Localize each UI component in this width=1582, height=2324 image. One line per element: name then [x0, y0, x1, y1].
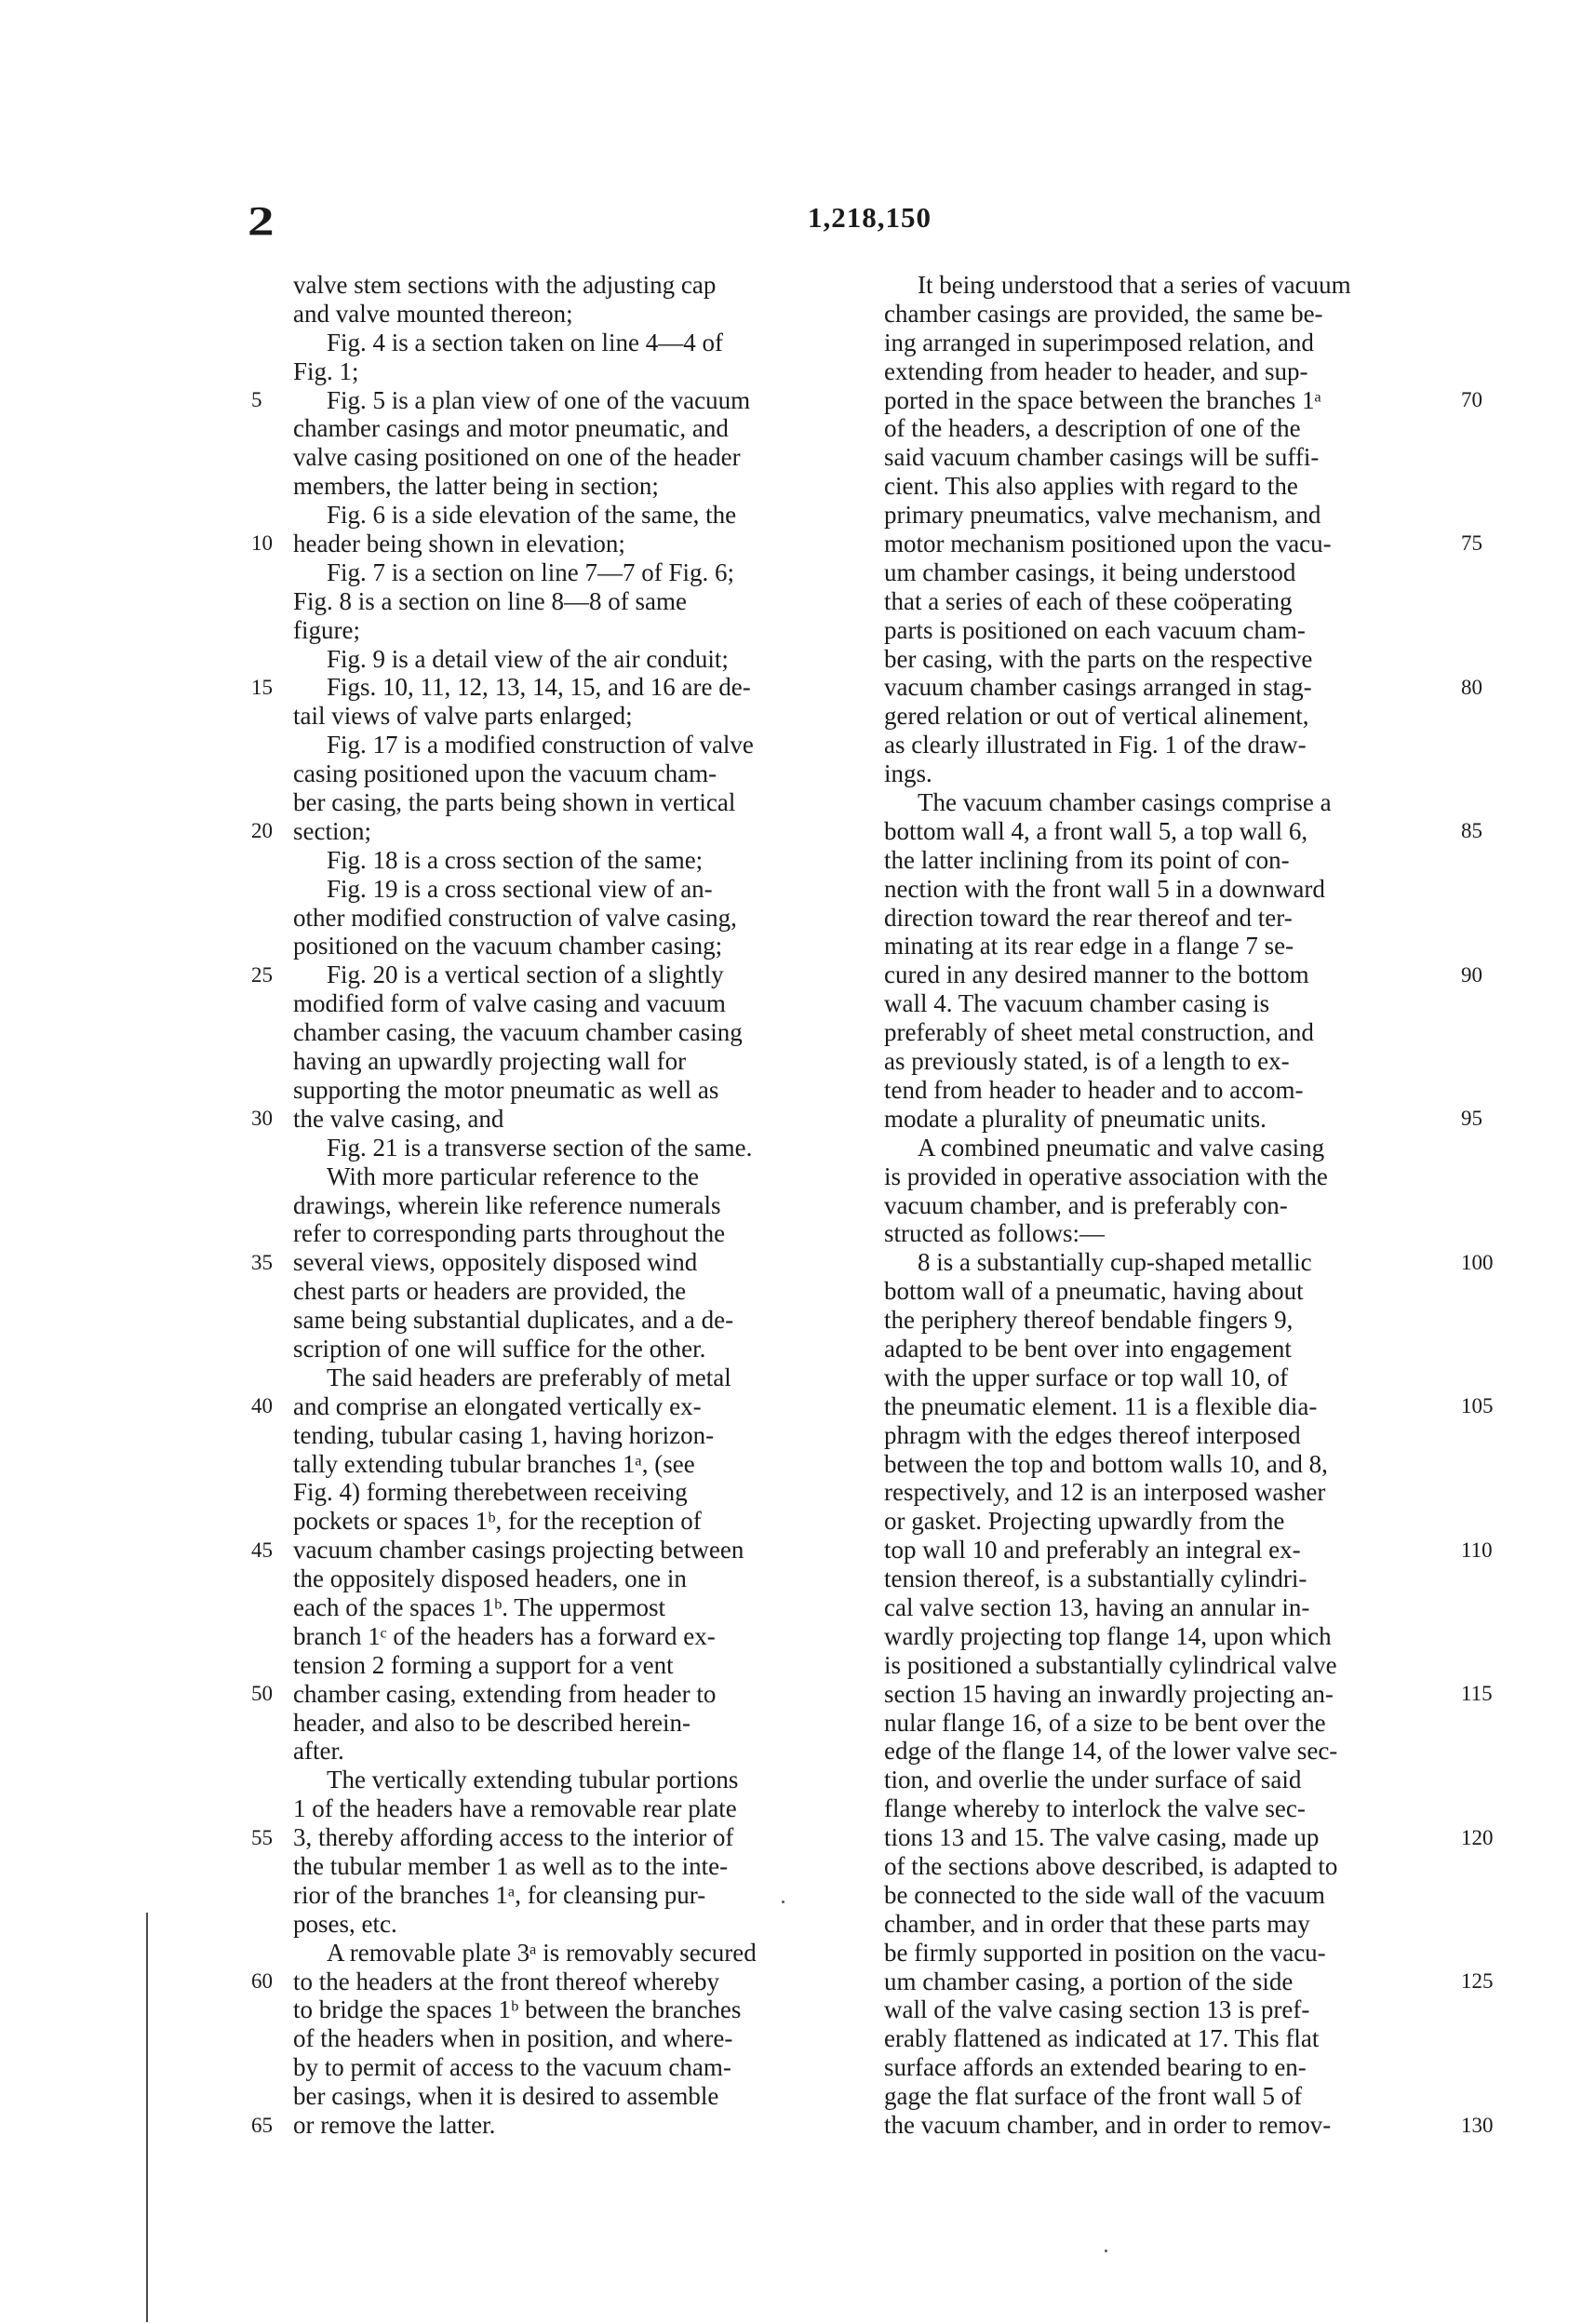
- text-line: the vacuum chamber, and in order to remov-: [884, 2111, 1332, 2139]
- text-line: other modified construction of valve casing,: [293, 903, 737, 932]
- text-line: Fig. 4 is a section taken on line 4—4 of: [327, 328, 723, 356]
- text-line: tend from header to header and to accom-: [884, 1075, 1304, 1104]
- text-line: to bridge the spaces 1ᵇ between the branches: [293, 1995, 742, 2024]
- text-line: rior of the branches 1ᵃ, for cleansing pur-: [293, 1880, 706, 1909]
- text-line: of the headers, a description of one of the: [884, 414, 1301, 443]
- text-line: chamber casing, the vacuum chamber casing: [293, 1018, 743, 1047]
- text-line: said vacuum chamber casings will be suffi-: [884, 443, 1320, 472]
- text-line: that a series of each of these coöperating: [884, 586, 1293, 615]
- text-line: respectively, and 12 is an interposed washer: [884, 1478, 1326, 1507]
- text-line: be connected to the side wall of the vacuum: [884, 1880, 1325, 1909]
- text-line: vacuum chamber, and is preferably con-: [884, 1190, 1288, 1219]
- text-line: header being shown in elevation;: [293, 530, 625, 558]
- text-line: wardly projecting top flange 14, upon which: [884, 1621, 1332, 1650]
- text-line: section 15 having an inwardly projecting an-: [884, 1679, 1334, 1708]
- text-line: cient. This also applies with regard to the: [884, 472, 1298, 501]
- text-line: section;: [293, 816, 371, 845]
- text-line: branch 1ᶜ of the headers has a forward ex-: [293, 1621, 716, 1650]
- margin-line-number: 30: [251, 1107, 273, 1131]
- scan-speck: [782, 1901, 784, 1903]
- text-line: ing arranged in superimposed relation, and: [884, 328, 1314, 356]
- text-line: the latter inclining from its point of con-: [884, 845, 1290, 874]
- text-line: Fig. 19 is a cross sectional view of an-: [327, 874, 713, 903]
- text-line: casing positioned upon the vacuum cham-: [293, 759, 717, 788]
- text-line: pockets or spaces 1ᵇ, for the reception of: [293, 1507, 702, 1536]
- text-line: same being substantial duplicates, and a de-: [293, 1306, 734, 1335]
- text-line: or remove the latter.: [293, 2111, 496, 2139]
- text-line: ings.: [884, 759, 932, 788]
- margin-line-number: 25: [251, 962, 273, 987]
- margin-line-number: 40: [251, 1394, 273, 1418]
- text-line: with the upper surface or top wall 10, of: [884, 1363, 1289, 1391]
- text-line: structed as follows:—: [884, 1219, 1105, 1248]
- margin-line-number: 20: [251, 819, 273, 843]
- margin-line-number: 15: [251, 675, 273, 699]
- margin-line-number: 120: [1461, 1825, 1494, 1849]
- text-line: cal valve section 13, having an annular in-: [884, 1592, 1310, 1621]
- text-line: supporting the motor pneumatic as well as: [293, 1075, 719, 1104]
- text-line: scription of one will suffice for the other.: [293, 1334, 706, 1363]
- text-line: the oppositely disposed headers, one in: [293, 1565, 687, 1593]
- text-line: valve stem sections with the adjusting cap: [293, 271, 717, 299]
- margin-line-number: 85: [1461, 819, 1482, 843]
- text-line: tion, and overlie the under surface of said: [884, 1766, 1302, 1794]
- text-line: surface affords an extended bearing to en-: [884, 2053, 1307, 2082]
- text-line: The said headers are preferably of metal: [327, 1363, 731, 1391]
- text-line: Fig. 20 is a vertical section of a slightly: [327, 960, 724, 989]
- text-line: bottom wall 4, a front wall 5, a top wall 6,: [884, 816, 1308, 845]
- text-line: ber casing, with the parts on the respective: [884, 644, 1313, 673]
- text-line: Fig. 9 is a detail view of the air conduit;: [327, 644, 729, 673]
- margin-line-number: 70: [1461, 387, 1482, 411]
- text-line: Fig. 7 is a section on line 7—7 of Fig. 6;: [327, 557, 734, 586]
- text-line: Fig. 17 is a modified construction of valve: [327, 731, 754, 759]
- margin-line-number: 45: [251, 1538, 273, 1562]
- text-line: tending, tubular casing 1, having horizon-: [293, 1420, 715, 1449]
- margin-line-number: 95: [1461, 1107, 1482, 1131]
- text-line: primary pneumatics, valve mechanism, and: [884, 501, 1321, 530]
- text-line: or gasket. Projecting upwardly from the: [884, 1507, 1285, 1536]
- scan-speck: [1105, 2250, 1107, 2252]
- text-line: With more particular reference to the: [327, 1162, 699, 1190]
- text-line: after.: [293, 1737, 344, 1766]
- text-line: um chamber casings, it being understood: [884, 557, 1296, 586]
- text-line: tally extending tubular branches 1ᵃ, (see: [293, 1449, 695, 1478]
- page-number: 2: [248, 198, 272, 244]
- text-line: several views, oppositely disposed wind: [293, 1248, 698, 1277]
- text-line: refer to corresponding parts throughout the: [293, 1219, 726, 1248]
- margin-line-number: 60: [251, 1969, 273, 1994]
- text-line: 1 of the headers have a removable rear plate: [293, 1794, 737, 1823]
- margin-line-number: 100: [1461, 1250, 1494, 1274]
- text-line: chest parts or headers are provided, the: [293, 1277, 687, 1306]
- text-line: is provided in operative association with the: [884, 1162, 1328, 1190]
- text-line: Fig. 6 is a side elevation of the same, the: [327, 501, 737, 530]
- text-line: The vacuum chamber casings comprise a: [918, 788, 1332, 817]
- text-line: parts is positioned on each vacuum cham-: [884, 615, 1306, 644]
- margin-line-number: 110: [1461, 1538, 1493, 1562]
- text-line: edge of the flange 14, of the lower valve sec-: [884, 1737, 1338, 1766]
- text-line: chamber casings and motor pneumatic, and: [293, 414, 729, 443]
- text-line: Fig. 1;: [293, 356, 359, 385]
- margin-line-number: 35: [251, 1250, 273, 1274]
- text-line: wall of the valve casing section 13 is pref-: [884, 1995, 1310, 2024]
- text-line: wall 4. The vacuum chamber casing is: [884, 989, 1270, 1018]
- left-text-column: [293, 271, 868, 2140]
- text-line: Fig. 18 is a cross section of the same;: [327, 845, 704, 874]
- text-line: members, the latter being in section;: [293, 472, 659, 501]
- text-line: modified form of valve casing and vacuum: [293, 989, 726, 1018]
- text-line: Fig. 21 is a transverse section of the same.: [327, 1133, 753, 1162]
- text-line: phragm with the edges thereof interposed: [884, 1420, 1301, 1449]
- text-line: Fig. 5 is a plan view of one of the vacuum: [327, 385, 751, 414]
- text-line: the valve casing, and: [293, 1104, 504, 1133]
- text-line: ber casing, the parts being shown in vertical: [293, 788, 736, 817]
- text-line: having an upwardly projecting wall for: [293, 1047, 687, 1076]
- text-line: positioned on the vacuum chamber casing;: [293, 932, 723, 960]
- margin-line-number: 10: [251, 531, 273, 556]
- text-line: between the top and bottom walls 10, and 8,: [884, 1449, 1328, 1478]
- text-line: motor mechanism positioned upon the vacu-: [884, 530, 1332, 558]
- text-line: Fig. 4) forming therebetween receiving: [293, 1478, 688, 1507]
- text-line: flange whereby to interlock the valve sec-: [884, 1794, 1306, 1823]
- text-line: the pneumatic element. 11 is a flexible dia-: [884, 1391, 1318, 1420]
- text-line: nection with the front wall 5 in a downward: [884, 874, 1325, 903]
- text-line: preferably of sheet metal construction, and: [884, 1018, 1314, 1047]
- text-line: header, and also to be described herein-: [293, 1708, 690, 1737]
- text-line: tions 13 and 15. The valve casing, made up: [884, 1823, 1320, 1852]
- text-line: poses, etc.: [293, 1909, 397, 1938]
- text-line: gage the flat surface of the front wall 5 of: [884, 2082, 1303, 2111]
- text-line: erably flattened as indicated at 17. This flat: [884, 2024, 1320, 2053]
- text-line: 8 is a substantially cup-shaped metallic: [918, 1248, 1312, 1277]
- text-line: chamber casing, extending from header to: [293, 1679, 717, 1708]
- text-line: of the sections above described, is adapted to: [884, 1851, 1338, 1880]
- text-line: of the headers when in position, and where-: [293, 2024, 733, 2053]
- text-line: tail views of valve parts enlarged;: [293, 702, 633, 731]
- text-line: The vertically extending tubular portions: [327, 1766, 739, 1794]
- text-line: drawings, wherein like reference numerals: [293, 1190, 721, 1219]
- text-line: the periphery thereof bendable fingers 9,: [884, 1306, 1294, 1335]
- text-line: bottom wall of a pneumatic, having about: [884, 1277, 1304, 1306]
- margin-line-number: 55: [251, 1825, 273, 1849]
- margin-line-number: 105: [1461, 1394, 1494, 1418]
- text-line: and valve mounted thereon;: [293, 299, 573, 328]
- text-line: each of the spaces 1ᵇ. The uppermost: [293, 1592, 665, 1621]
- margin-line-number: 65: [251, 2113, 273, 2137]
- margin-line-number: 75: [1461, 531, 1482, 556]
- text-line: ported in the space between the branches 1ᵃ: [884, 385, 1321, 414]
- text-line: ber casings, when it is desired to assemble: [293, 2082, 719, 2111]
- text-line: top wall 10 and preferably an integral ex-: [884, 1536, 1301, 1565]
- text-line: be firmly supported in position on the vacu-: [884, 1938, 1326, 1967]
- text-line: tension 2 forming a support for a vent: [293, 1650, 674, 1679]
- text-line: as previously stated, is of a length to ex-: [884, 1047, 1290, 1076]
- margin-line-number: 80: [1461, 675, 1482, 699]
- text-line: chamber, and in order that these parts may: [884, 1909, 1310, 1938]
- margin-line-number: 90: [1461, 962, 1482, 987]
- text-line: tension thereof, is a substantially cylindri-: [884, 1565, 1307, 1593]
- text-line: Fig. 8 is a section on line 8—8 of same: [293, 586, 687, 615]
- text-line: um chamber casing, a portion of the side: [884, 1967, 1294, 1995]
- scan-edge-line: [146, 1913, 148, 2322]
- text-line: direction toward the rear thereof and ter-: [884, 903, 1293, 932]
- margin-line-number: 115: [1461, 1682, 1493, 1706]
- text-line: the tubular member 1 as well as to the inte-: [293, 1851, 729, 1880]
- text-line: Figs. 10, 11, 12, 13, 14, 15, and 16 are de-: [327, 673, 751, 702]
- text-line: by to permit of access to the vacuum cham-: [293, 2053, 731, 2082]
- margin-line-number: 50: [251, 1682, 273, 1706]
- text-line: A combined pneumatic and valve casing: [918, 1133, 1325, 1162]
- text-line: vacuum chamber casings projecting between: [293, 1536, 744, 1565]
- patent-number: 1,218,150: [808, 201, 932, 234]
- text-line: as clearly illustrated in Fig. 1 of the draw-: [884, 731, 1307, 759]
- text-line: It being understood that a series of vacuum: [918, 271, 1351, 299]
- margin-line-number: 125: [1461, 1969, 1494, 1994]
- text-line: vacuum chamber casings arranged in stag-: [884, 673, 1312, 702]
- margin-line-number: 5: [251, 387, 262, 411]
- text-line: extending from header to header, and sup-: [884, 356, 1308, 385]
- text-line: is positioned a substantially cylindrical valve: [884, 1650, 1337, 1679]
- margin-line-number: 130: [1461, 2113, 1494, 2137]
- text-line: cured in any desired manner to the bottom: [884, 960, 1309, 989]
- text-line: minating at its rear edge in a flange 7 se-: [884, 932, 1294, 960]
- right-text-column: [884, 271, 1459, 2140]
- text-line: figure;: [293, 615, 360, 644]
- text-line: chamber casings are provided, the same be-: [884, 299, 1323, 328]
- text-line: nular flange 16, of a size to be bent over the: [884, 1708, 1326, 1737]
- text-line: adapted to be bent over into engagement: [884, 1334, 1292, 1363]
- text-line: valve casing positioned on one of the header: [293, 443, 741, 472]
- text-line: gered relation or out of vertical alinement,: [884, 702, 1309, 731]
- text-line: 3, thereby affording access to the interior of: [293, 1823, 734, 1852]
- text-line: A removable plate 3ᵃ is removably secured: [327, 1938, 757, 1967]
- text-line: to the headers at the front thereof whereby: [293, 1967, 720, 1995]
- text-line: and comprise an elongated vertically ex-: [293, 1391, 702, 1420]
- text-line: modate a plurality of pneumatic units.: [884, 1104, 1267, 1133]
